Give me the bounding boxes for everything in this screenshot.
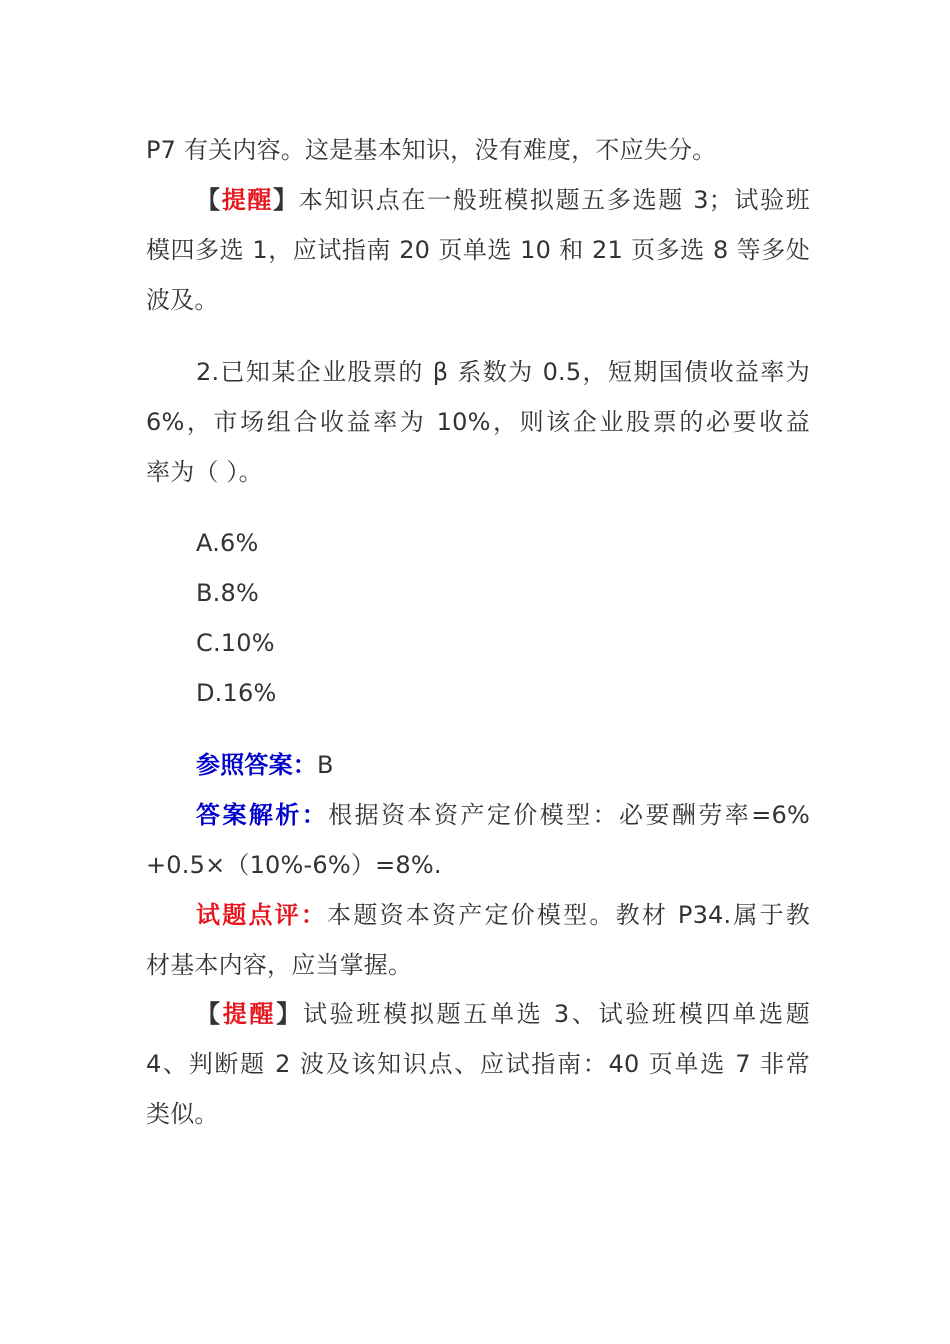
analysis-line-1 <box>196 799 810 831</box>
bracket-close: 】 <box>276 1000 303 1028</box>
reminder-2-line-2: 4、判断题 2 波及该知识点、应试指南：40 页单选 7 非常 <box>146 1050 810 1078</box>
reminder-1-line-1 <box>196 184 810 216</box>
comment-line-1 <box>196 899 810 931</box>
analysis-label: 答案解析： <box>196 801 329 829</box>
answer-value: B <box>317 751 334 779</box>
question-line-2: 6%，市场组合收益率为 10%，则该企业股票的必要收益 <box>146 408 810 436</box>
reminder-label: 提醒 <box>221 186 274 214</box>
reminder-2-line-3: 类似。 <box>146 1100 219 1128</box>
reminder-1-line-2: 模四多选 1，应试指南 20 页单选 10 和 21 页多选 8 等多处 <box>146 236 810 264</box>
reminder-label: 提醒 <box>222 1000 277 1028</box>
option-a: A.6% <box>196 529 259 557</box>
bracket-open: 【 <box>196 186 222 214</box>
option-b: B.8% <box>196 579 259 607</box>
bracket-open: 【 <box>196 1000 223 1028</box>
comment-text: 本题资本资产定价模型。教材 P34.属于教 <box>327 901 811 929</box>
analysis-text: 根据资本资产定价模型：必要酬劳率=6% <box>328 801 811 829</box>
question-line-3: 率为（ ）。 <box>146 458 263 486</box>
bracket-close: 】 <box>273 186 299 214</box>
reminder-text: 试验班模拟题五单选 3、试验班模四单选题 <box>302 1000 810 1028</box>
comment-label: 试题点评： <box>196 901 328 929</box>
analysis-line-2: +0.5×（10%-6%）=8%. <box>146 851 442 879</box>
option-c: C.10% <box>196 629 275 657</box>
paragraph-line: P7 有关内容。这是基本知识，没有难度，不应失分。 <box>146 136 717 164</box>
comment-line-2: 材基本内容，应当掌握。 <box>146 951 413 979</box>
reminder-1-line-3: 波及。 <box>146 286 219 314</box>
option-d: D.16% <box>196 679 277 707</box>
answer-label: 参照答案： <box>196 751 317 779</box>
answer-line <box>196 749 810 781</box>
reminder-text: 本知识点在一般班模拟题五多选题 3；试验班 <box>298 186 810 214</box>
question-line-1: 2.已知某企业股票的 β 系数为 0.5，短期国债收益率为 <box>196 358 810 386</box>
reminder-2-line-1 <box>196 998 810 1030</box>
